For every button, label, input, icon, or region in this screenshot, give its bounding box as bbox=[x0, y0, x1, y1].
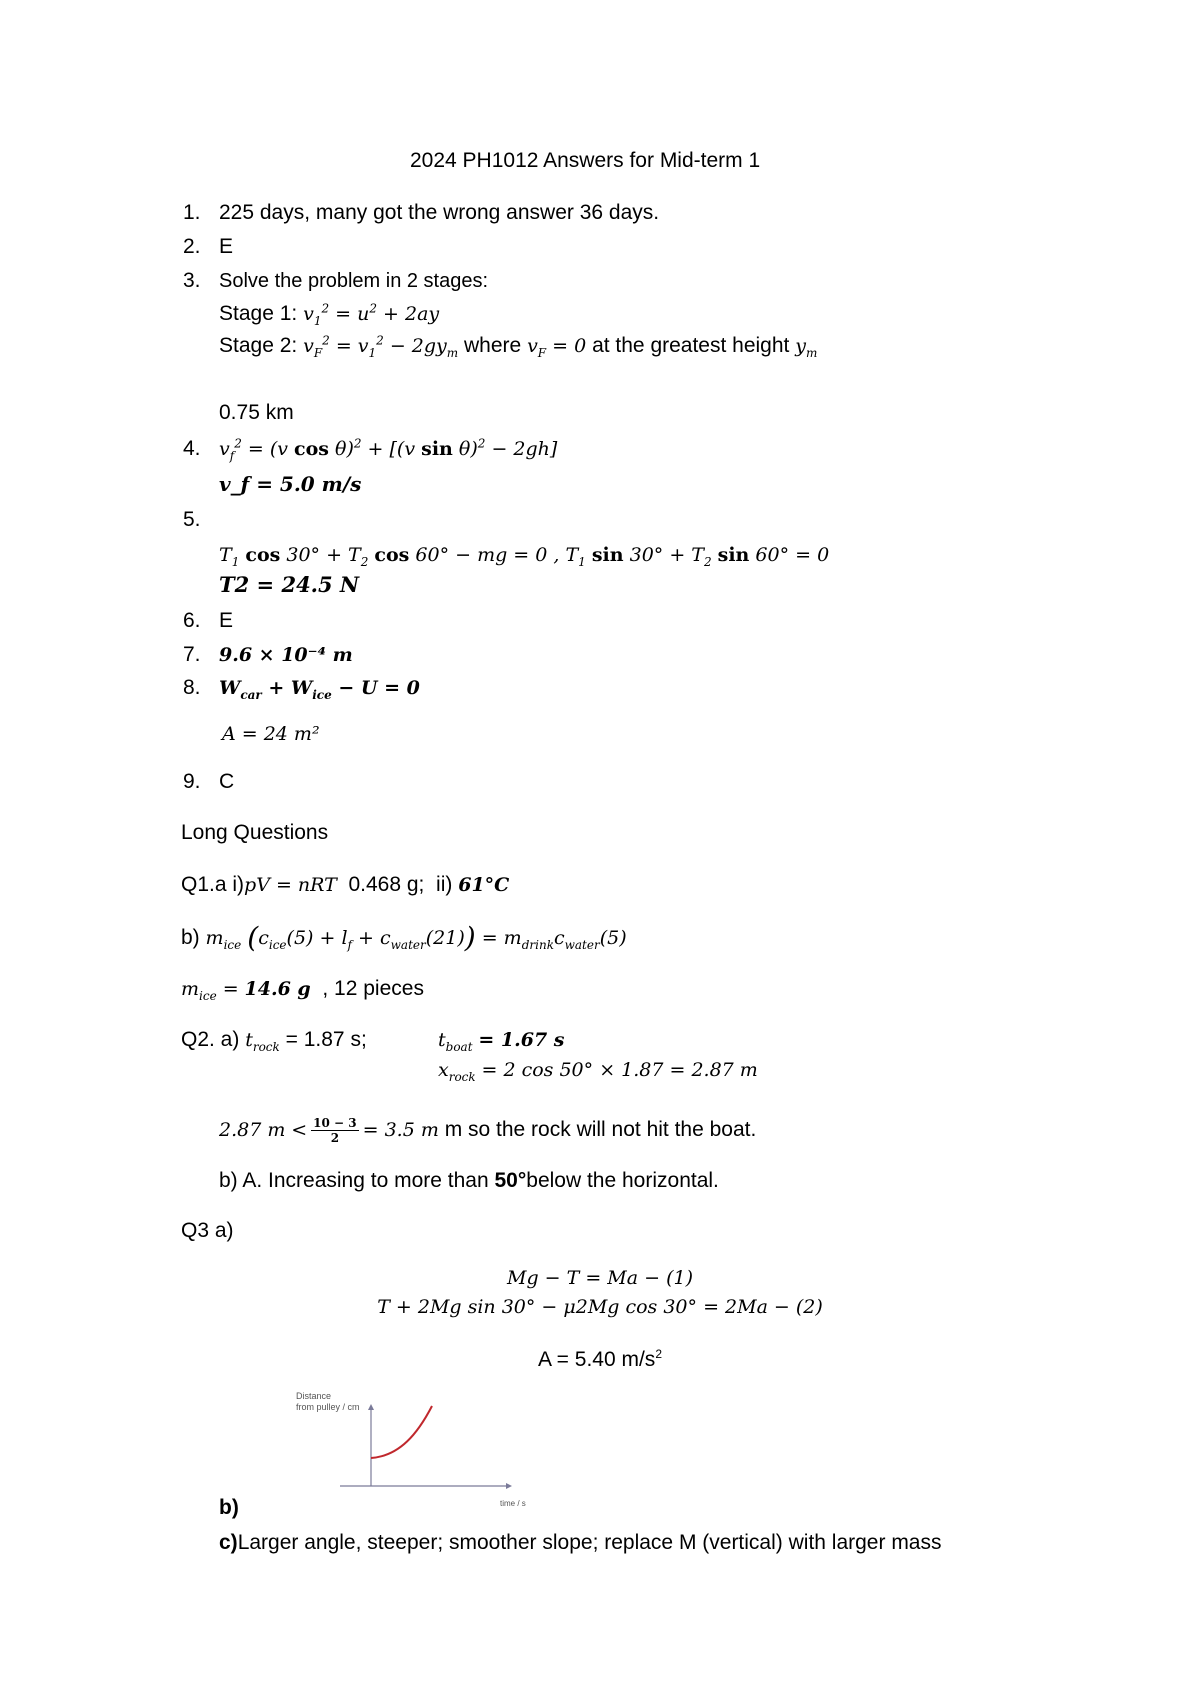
mice-pieces: , 12 pieces bbox=[322, 977, 424, 1000]
long-q2b-suffix: below the horizontal. bbox=[526, 1169, 719, 1192]
t-rock-symbol: $t_{rock}$ bbox=[245, 1029, 280, 1054]
long-q2a-line bbox=[181, 1027, 367, 1053]
long-q2b-line bbox=[219, 1168, 719, 1194]
answer-2-number: 2. bbox=[183, 235, 201, 258]
answer-9: C bbox=[219, 770, 235, 793]
graph-y-arrow bbox=[368, 1404, 374, 1410]
q3-acceleration-result bbox=[0, 1347, 1200, 1373]
ideal-gas-equation: pV = nRT bbox=[244, 874, 337, 896]
answer-4-equation: $v_f^2 = (v$ cos θ)$^2$ + [(v sin θ)$^2$ − 2gh] bbox=[219, 436, 558, 463]
t-boat-line bbox=[438, 1027, 565, 1053]
answer-7-number: 7. bbox=[183, 643, 201, 666]
gap-fraction bbox=[311, 1116, 358, 1145]
x-rock-value: = 2 cos 50° × 1.87 = 2.87 m bbox=[481, 1059, 758, 1081]
answer-1: 225 days, many got the wrong answer 36 days. bbox=[219, 201, 660, 224]
graph-xlabel: time / s bbox=[500, 1499, 526, 1508]
q3-equation-1: Mg − T = Ma − (1) bbox=[507, 1267, 693, 1289]
gap-value: = 3.5 m bbox=[362, 1119, 439, 1142]
stage-1-line bbox=[219, 301, 439, 327]
mice-value: 14.6 g bbox=[244, 978, 311, 1000]
answer-2: E bbox=[219, 235, 234, 258]
answer-6-number: 6. bbox=[183, 609, 201, 632]
long-q1a-mass: 0.468 g; bbox=[348, 873, 425, 896]
stage-2-equation: $v_F^2 = v_1^2 - 2gy_m$ bbox=[303, 333, 459, 360]
fraction-denominator: 2 bbox=[330, 1131, 340, 1145]
distance-time-graph bbox=[290, 1388, 538, 1512]
long-q1a-label: Q1.a i) bbox=[181, 873, 245, 896]
q3-equation-2: T + 2Mg sin 30° − μ2Mg cos 30° = 2Ma − (2) bbox=[377, 1296, 823, 1318]
long-q3a-label: Q3 a) bbox=[181, 1219, 234, 1242]
long-q1b-result-line bbox=[181, 976, 424, 1002]
q3-result-exponent: 2 bbox=[655, 1347, 662, 1361]
answer-8-result: A = 24 m² bbox=[222, 723, 320, 745]
rock-comparison-line: 2.87 m < $\frac{10 - 3}{2}$ = 3.5 m m so the rock will not hit the boat. bbox=[219, 1116, 757, 1145]
answer-3-number: 3. bbox=[183, 269, 201, 292]
t-rock-value: = 1.87 s; bbox=[285, 1028, 367, 1051]
long-q3c-text: Larger angle, steeper; smoother slope; replace M (vertical) with larger mass bbox=[237, 1531, 942, 1554]
stage-2-tail: at the greatest height bbox=[592, 334, 790, 357]
answer-3: Solve the problem in 2 stages: bbox=[219, 270, 489, 292]
answer-8-equation: $W_{car} + W_{ice} - U = 0$ bbox=[219, 677, 420, 702]
answer-8-number: 8. bbox=[183, 676, 201, 699]
answer-7: 9.6 × 10⁻⁴ m bbox=[219, 644, 353, 666]
rock-conclusion: m so the rock will not hit the boat. bbox=[444, 1118, 757, 1142]
long-q3c-label: c) bbox=[219, 1531, 238, 1554]
long-q1a-line bbox=[181, 872, 509, 898]
stage-2-line bbox=[219, 333, 817, 359]
stage-2-label: Stage 2: bbox=[219, 334, 298, 357]
t-boat-symbol: $t_{boat}$ bbox=[438, 1029, 473, 1054]
answer-4-number: 4. bbox=[183, 437, 201, 460]
page-title: 2024 PH1012 Answers for Mid-term 1 bbox=[410, 149, 761, 172]
answer-3-result: 0.75 km bbox=[219, 401, 294, 424]
answer-4-result: v_f = 5.0 m/s bbox=[219, 472, 362, 496]
graph-ylabel-line1: Distance bbox=[296, 1391, 332, 1401]
long-q1b-line bbox=[181, 921, 627, 954]
stage-2-ym: $y_m$ bbox=[795, 335, 818, 360]
long-q1a-temperature: 61°C bbox=[458, 874, 510, 896]
long-q1a-ii: ii) bbox=[436, 873, 453, 896]
t-boat-value: = 1.67 s bbox=[478, 1029, 565, 1051]
answer-5-equation: $T_1$ $\cos 30^\circ + T_2$ cos 60° − mg = 0 , $T_1$ $\sin 30^\circ + T_2$ sin 60° = 0 bbox=[219, 544, 830, 569]
answer-9-number: 9. bbox=[183, 770, 201, 793]
long-q2b-angle: 50° bbox=[494, 1169, 527, 1192]
heat-balance-equation: $m_{ice}$ $(c_{ice}(5) + l_f + c_{water}(21)) = m_{drink}c_{water}(5)$ bbox=[205, 921, 627, 954]
answer-6: E bbox=[219, 609, 234, 632]
x-rock-line bbox=[438, 1057, 758, 1083]
long-q2b-prefix: b) A. Increasing to more than bbox=[219, 1169, 489, 1192]
fraction-numerator: 10 − 3 bbox=[313, 1116, 357, 1130]
long-q1b-label: b) bbox=[181, 926, 200, 949]
long-q3b-label: b) bbox=[219, 1496, 239, 1519]
graph-curve bbox=[371, 1406, 432, 1458]
q3-result-value: A = 5.40 m/s bbox=[537, 1348, 656, 1371]
stage-2-condition: $v_F = 0$ bbox=[527, 335, 587, 360]
long-q2a-label: Q2. a) bbox=[181, 1028, 240, 1051]
stage-2-where: where bbox=[464, 334, 522, 357]
stage-1-equation: $v_1^2 = u^2 + 2ay$ bbox=[303, 301, 440, 328]
graph-ylabel-line2: from pulley / cm bbox=[296, 1402, 360, 1412]
graph-x-arrow bbox=[506, 1483, 512, 1489]
answer-5-result: T2 = 24.5 N bbox=[219, 572, 360, 597]
mice-symbol: $m_{ice}$ = bbox=[181, 978, 239, 1003]
answer-1-number: 1. bbox=[183, 201, 201, 224]
long-questions-heading: Long Questions bbox=[181, 821, 329, 844]
x-rock-symbol: $x_{rock}$ bbox=[438, 1059, 476, 1084]
long-q3c-line bbox=[219, 1530, 942, 1556]
answer-5-number: 5. bbox=[183, 508, 201, 531]
stage-1-label: Stage 1: bbox=[219, 302, 298, 325]
rock-distance: 2.87 m bbox=[219, 1119, 286, 1142]
